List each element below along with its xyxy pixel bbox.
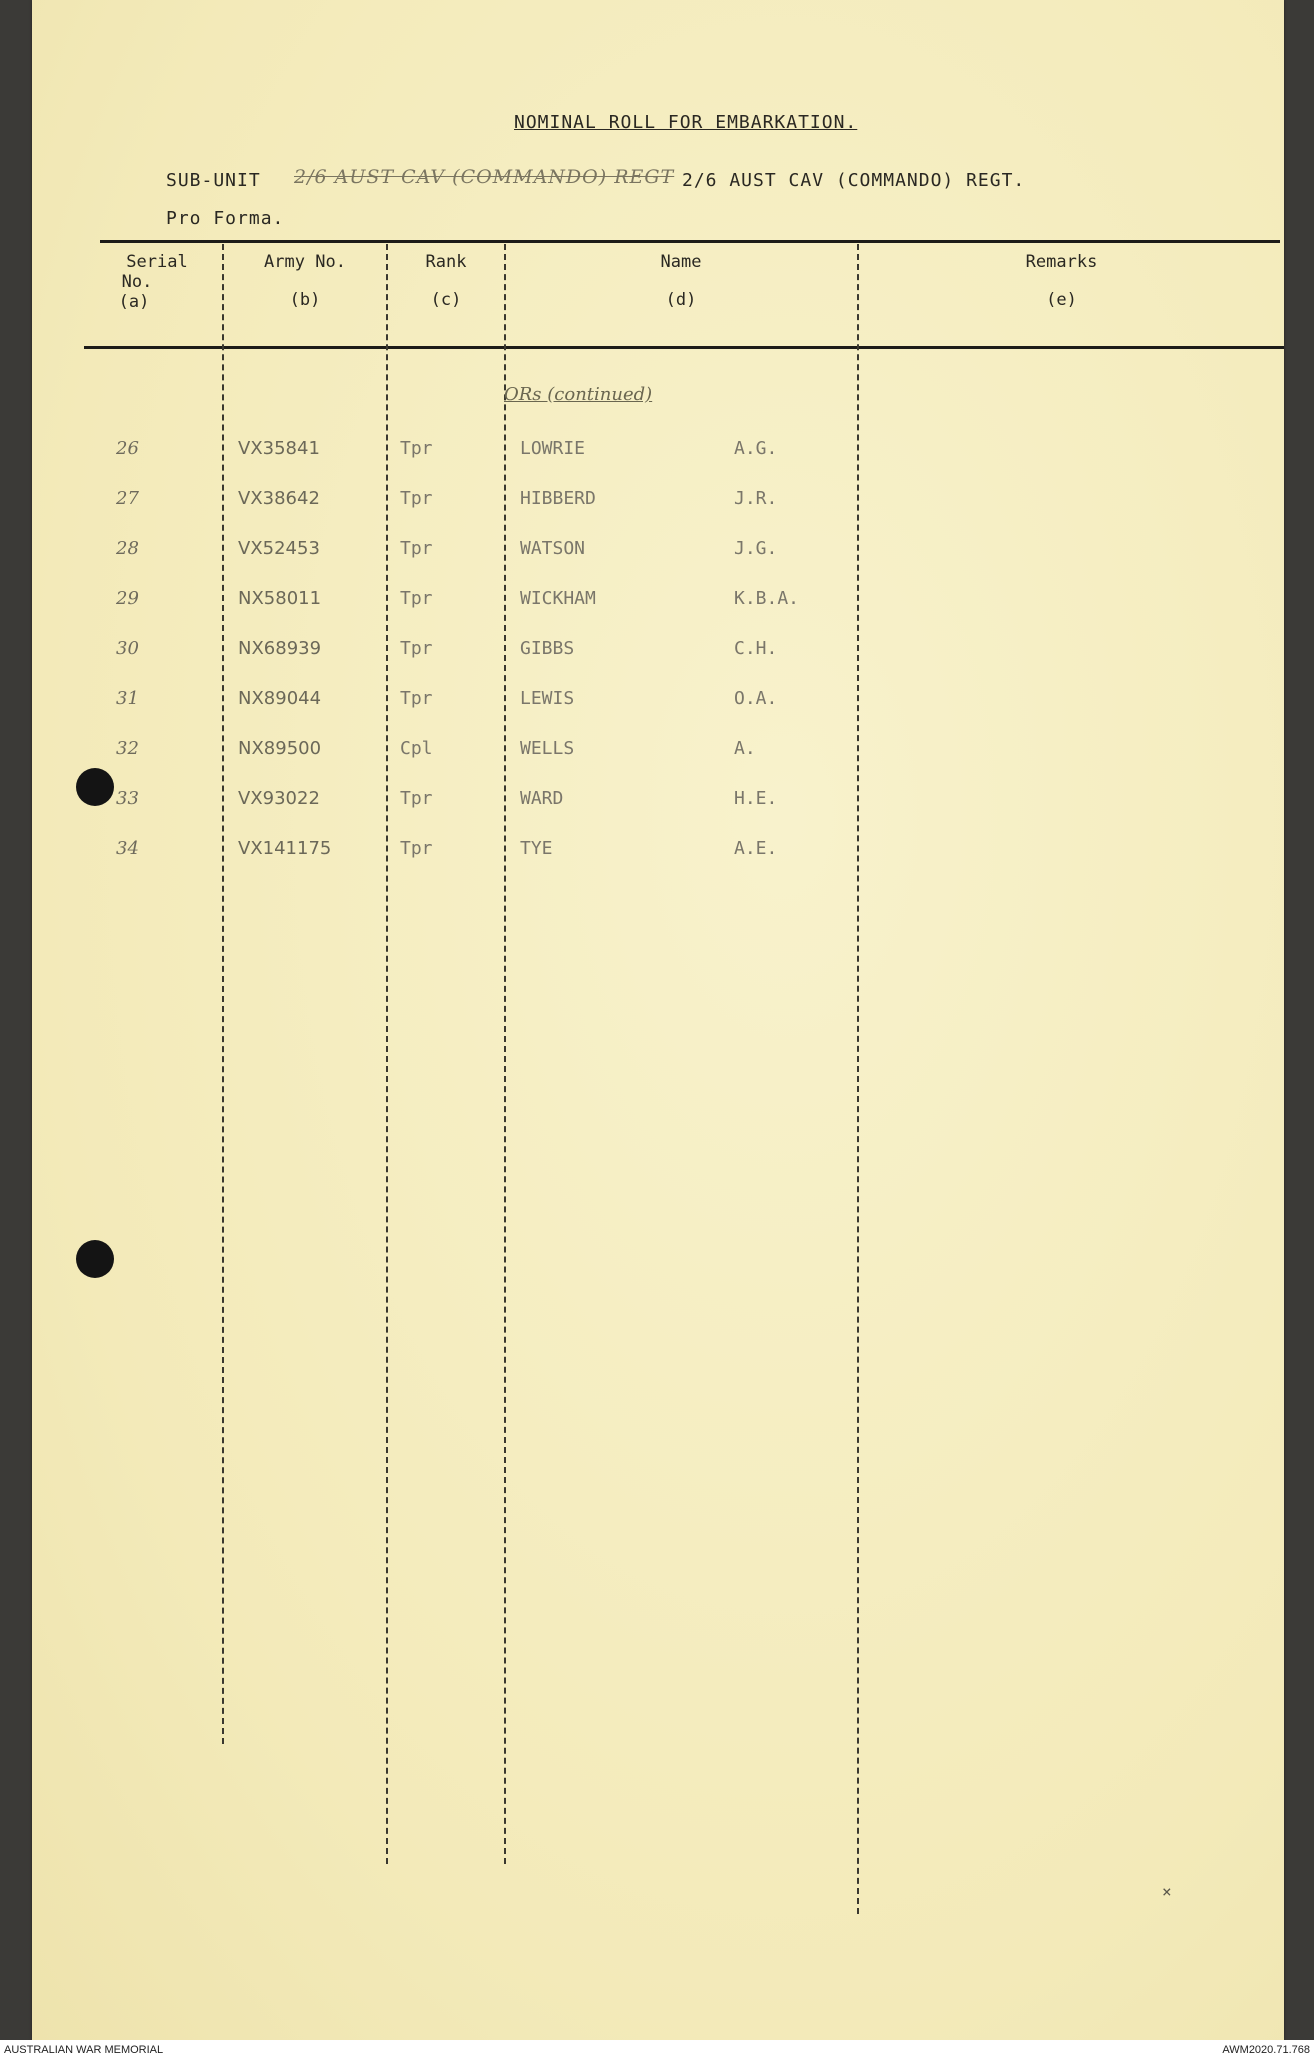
header-name [506, 252, 856, 310]
pro-forma-label: Pro Forma. [166, 208, 285, 229]
initials-cell: K.B.A. [734, 588, 800, 609]
punch-hole-lower [76, 1240, 114, 1278]
sub-unit-handwritten: 2/6 AUST CAV (COMMANDO) REGT [294, 166, 675, 188]
initials-cell: O.A. [734, 688, 778, 709]
initials-cell: A. [734, 738, 756, 759]
surname-cell: WARD [520, 788, 564, 809]
section-heading: ORs (continued) [504, 384, 653, 405]
table-header-rule [84, 346, 1284, 349]
rank-cell: Tpr [400, 538, 433, 559]
header-name-title: Name [660, 252, 702, 272]
footer-archive-name: AUSTRALIAN WAR MEMORIAL [4, 2044, 164, 2056]
surname-cell: LEWIS [520, 688, 575, 709]
header-name-letter: (d) [665, 290, 697, 310]
army-no-cell: NX89044 [238, 688, 322, 709]
surname-cell: LOWRIE [520, 438, 586, 459]
column-divider-4 [857, 244, 859, 1914]
rank-cell: Tpr [400, 588, 433, 609]
surname-cell: WATSON [520, 538, 586, 559]
punch-hole-upper [76, 768, 114, 806]
header-army-no [224, 252, 386, 310]
surname-cell: WELLS [520, 738, 575, 759]
header-remarks-letter: (e) [1046, 290, 1077, 310]
stray-x-mark: × [1162, 1882, 1172, 1901]
header-remarks [859, 252, 1264, 310]
sub-unit-label: SUB-UNIT [166, 170, 261, 191]
header-army-no-letter: (b) [289, 290, 321, 310]
army-no-cell: VX141175 [238, 838, 332, 859]
army-no-cell: NX58011 [238, 588, 322, 609]
army-no-cell: NX68939 [238, 638, 322, 659]
serial-cell: 33 [116, 788, 139, 809]
surname-cell: WICKHAM [520, 588, 596, 609]
rank-cell: Tpr [400, 438, 433, 459]
rank-cell: Tpr [400, 488, 433, 509]
header-serial [92, 252, 222, 312]
sub-unit-typed: 2/6 AUST CAV (COMMANDO) REGT. [682, 170, 1026, 191]
army-no-cell: VX35841 [238, 438, 320, 459]
initials-cell: A.G. [734, 438, 778, 459]
initials-cell: H.E. [734, 788, 778, 809]
header-remarks-title: Remarks [1025, 252, 1098, 272]
initials-cell: J.G. [734, 538, 778, 559]
document-title: NOMINAL ROLL FOR EMBARKATION. [514, 112, 858, 133]
header-serial-title: Serial [126, 252, 188, 272]
initials-cell: C.H. [734, 638, 778, 659]
header-serial-title2: No. [121, 272, 153, 292]
column-divider-3 [504, 244, 506, 1864]
header-army-no-title: Army No. [264, 252, 346, 272]
army-no-cell: NX89500 [238, 738, 322, 759]
header-serial-letter: (a) [118, 292, 150, 312]
army-no-cell: VX38642 [238, 488, 320, 509]
rank-cell: Tpr [400, 788, 433, 809]
surname-cell: TYE [520, 838, 553, 859]
army-no-cell: VX52453 [238, 538, 320, 559]
rank-cell: Cpl [400, 738, 433, 759]
serial-cell: 32 [116, 738, 139, 759]
rank-cell: Tpr [400, 838, 433, 859]
serial-cell: 30 [116, 638, 139, 659]
surname-cell: GIBBS [520, 638, 575, 659]
initials-cell: J.R. [734, 488, 778, 509]
army-no-cell: VX93022 [238, 788, 320, 809]
surname-cell: HIBBERD [520, 488, 596, 509]
initials-cell: A.E. [734, 838, 778, 859]
column-divider-1 [222, 244, 224, 1744]
footer-accession-number: AWM2020.71.768 [1222, 2044, 1310, 2056]
serial-cell: 27 [116, 488, 139, 509]
document-sheet [32, 0, 1284, 2040]
serial-cell: 28 [116, 538, 139, 559]
serial-cell: 31 [116, 688, 139, 709]
rank-cell: Tpr [400, 688, 433, 709]
serial-cell: 34 [116, 838, 139, 859]
header-rank-letter: (c) [430, 290, 462, 310]
header-rank [388, 252, 504, 310]
rank-cell: Tpr [400, 638, 433, 659]
column-divider-2 [386, 244, 388, 1864]
serial-cell: 29 [116, 588, 139, 609]
serial-cell: 26 [116, 438, 139, 459]
table-top-rule [100, 240, 1280, 243]
footer-strip [0, 2040, 1314, 2061]
header-rank-title: Rank [425, 252, 467, 272]
